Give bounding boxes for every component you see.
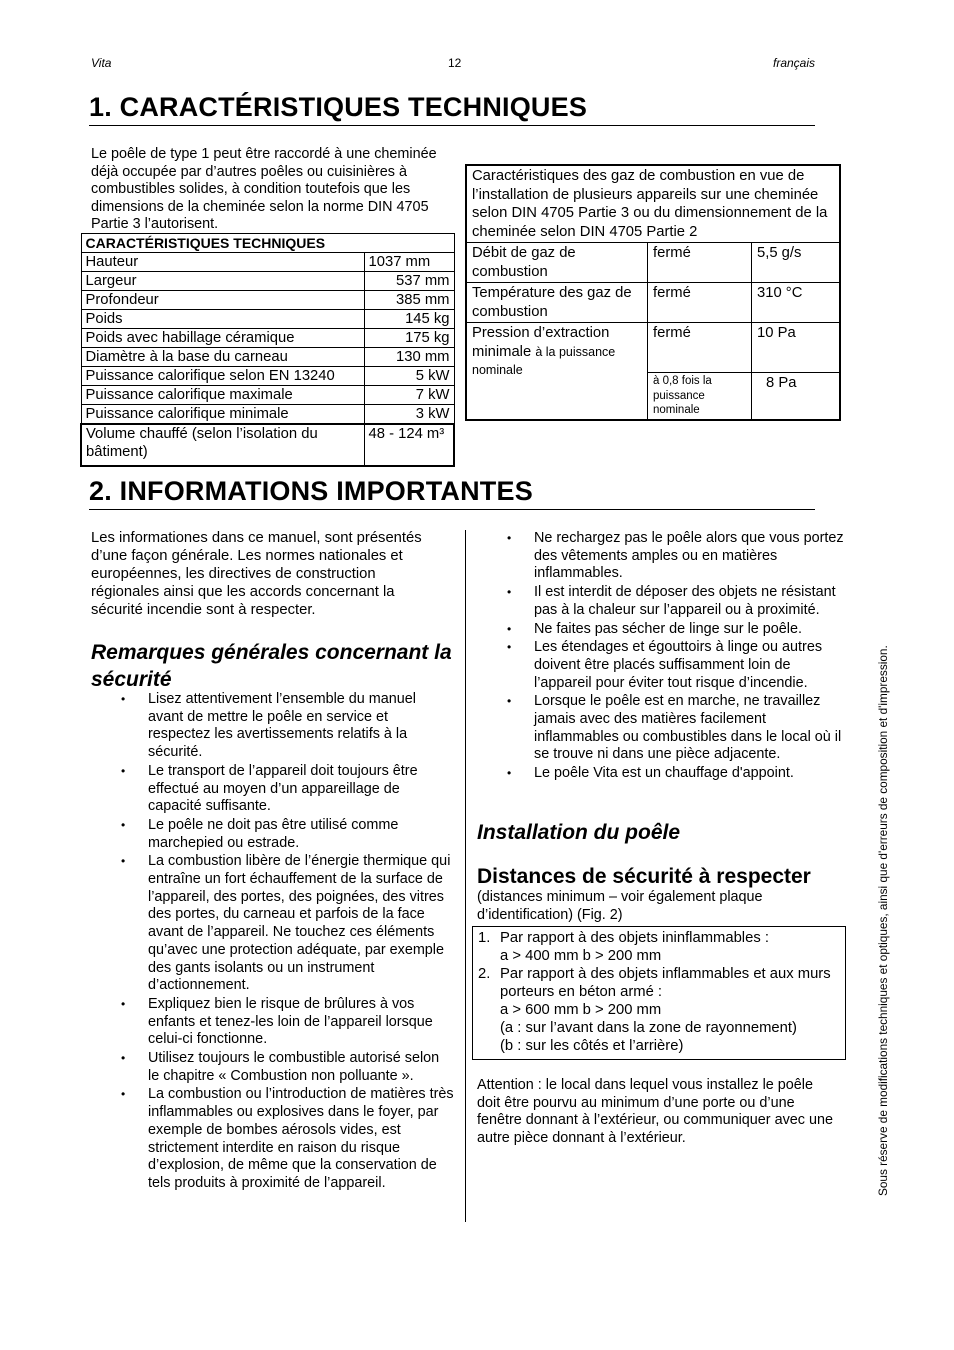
install-heading: Installation du poêle xyxy=(477,821,681,844)
section2-title: 2. INFORMATIONS IMPORTANTES xyxy=(89,476,815,510)
distances-note: (distances minimum – voir également plaque d’identification) (Fig. 2) xyxy=(477,889,763,923)
spec-label: Poids avec habillage céramique xyxy=(81,329,364,348)
gas-table-header xyxy=(466,165,840,243)
gas-label: Température des gaz de combustion xyxy=(466,283,648,323)
gas-value: 10 Pa xyxy=(752,323,841,373)
spec-value: 385 mm xyxy=(364,291,454,310)
table-row xyxy=(81,329,454,348)
pressure-label xyxy=(466,323,648,420)
spec-label: Puissance calorifique maximale xyxy=(81,386,364,405)
attention-note: Attention : le local dans lequel vous installez le poêle doit être pourvu au minimum d’une porte ou d’une fenêtre donnant à l’extérieur, ou communiquer avec une autre pièce donnant à l’extérieur. xyxy=(477,1077,833,1146)
list-item: • Le poêle ne doit pas être utilisé comme marchepied ou estrade. xyxy=(148,817,454,852)
gas-state: fermé xyxy=(648,283,752,323)
list-item: • La combustion libère de l’énergie thermique qui entraîne un fort échauffement de la surface de l’appareil, des portes, des poignées, des vitres des portes, du carneau et parfois de la face avant de l’appareil. Ne touchez ces éléments qu’avec une protection adéquate, par exemple des gants isolants ou un instrument d’actionnement. xyxy=(148,853,454,995)
table-row xyxy=(81,253,454,272)
gas-value: 5,5 g/s xyxy=(752,243,841,283)
spec-value: 7 kW xyxy=(364,386,454,405)
distance-item-number: 2. xyxy=(478,966,491,982)
gas-table-title: Caractéristiques des gaz de combustion en vue de l’installation de plusieurs appareils sur une cheminée selon DIN 4705 Partie 3 ou du dimensionnement de la cheminée selon DIN 4705 Partie 2 xyxy=(466,165,840,243)
list-item: • Le poêle Vita est un chauffage d'appoint. xyxy=(534,765,844,783)
safety-list-left xyxy=(148,691,454,1194)
spec-label: Puissance calorifique selon EN 13240 xyxy=(81,367,364,386)
header-right: français xyxy=(773,56,816,70)
list-item: • Le transport de l’appareil doit toujours être effectué au moyen d’un appareillage de capacité suffisante. xyxy=(148,763,454,816)
distance-item-number: 1. xyxy=(478,930,491,946)
list-item: • Utilisez toujours le combustible autorisé selon le chapitre « Combustion non polluante ». xyxy=(148,1050,454,1085)
table-row xyxy=(81,386,454,405)
table-row xyxy=(81,310,454,329)
safety-list-right xyxy=(534,530,844,784)
table-row xyxy=(81,424,454,466)
gas-state: fermé xyxy=(648,323,752,373)
spec-label: Poids xyxy=(81,310,364,329)
list-item: • Ne rechargez pas le poêle alors que vous portez des vêtements amples ou en matières inflammables. xyxy=(534,530,844,583)
pressure-label-small: à la puissance nominale xyxy=(472,344,616,377)
table-row xyxy=(81,405,454,425)
spec-label: Profondeur xyxy=(81,291,364,310)
table-row xyxy=(466,283,840,323)
table-row xyxy=(81,348,454,367)
table-row xyxy=(466,243,840,283)
safety-heading: Remarques générales concernant la sécurité xyxy=(91,641,452,691)
spec-value: 130 mm xyxy=(364,348,454,367)
pressure-label-main: Pression d’extraction minimale xyxy=(472,325,610,360)
spec-value: 145 kg xyxy=(364,310,454,329)
distance-item-values: a > 400 mm b > 200 mm xyxy=(500,948,662,964)
distance-item-values: a > 600 mm b > 200 mm xyxy=(500,1002,662,1018)
distance-item-2 xyxy=(500,965,840,1055)
spec-label: Hauteur xyxy=(81,253,364,272)
distances-heading: Distances de sécurité à respecter xyxy=(477,865,811,888)
distance-item-1 xyxy=(500,929,840,965)
gas-label: Débit de gaz de combustion xyxy=(466,243,648,283)
spec-label: Puissance calorifique minimale xyxy=(81,405,364,425)
list-item: • Lorsque le poêle est en marche, ne travaillez jamais avec des matières facilement inflammables ou combustibles dans le local où il se trouve ni dans une pièce adjacente. xyxy=(534,693,844,764)
table-row xyxy=(81,291,454,310)
tech-spec-table xyxy=(80,233,455,467)
header-left: Vita xyxy=(91,56,112,70)
distance-item-text: Par rapport à des objets inflammables et aux murs porteurs en béton armé : xyxy=(500,966,831,1000)
list-item: • Il est interdit de déposer des objets ne résistant pas à la chaleur sur l’appareil ou à proximité. xyxy=(534,584,844,619)
tech-spec-title: CARACTÉRISTIQUES TECHNIQUES xyxy=(81,234,454,253)
spec-value: 537 mm xyxy=(364,272,454,291)
spec-value: 3 kW xyxy=(364,405,454,425)
table-row xyxy=(81,272,454,291)
column-divider xyxy=(465,530,466,1222)
spec-value: 1037 mm xyxy=(364,253,454,272)
section2-intro: Les informationes dans ce manuel, sont présentés d’une façon générale. Les normes nationales et européennes, les directives de construction régionales ainsi que les accords concernant la sécurité incendie sont à respecter. xyxy=(91,530,422,618)
spec-value: 48 - 124 m³ xyxy=(364,424,454,466)
list-item: • Expliquez bien le risque de brûlures à vos enfants et tenez-les loin de l’appareil lorsque celui-ci fonctionne. xyxy=(148,996,454,1049)
gas-sub-value: 8 Pa xyxy=(752,373,841,420)
gas-table xyxy=(465,164,841,421)
page-number: 12 xyxy=(448,56,462,70)
list-item: • Lisez attentivement l’ensemble du manuel avant de mettre le poêle en service et respectez les avertissements relatifs à la sécurité. xyxy=(148,691,454,762)
distance-item-note: (a : sur l’avant dans la zone de rayonnement) xyxy=(500,1020,797,1036)
list-item: • Ne faites pas sécher de linge sur le poêle. xyxy=(534,621,844,639)
list-item: • La combustion ou l’introduction de matières très inflammables ou explosives dans le foyer, par exemple de bombes aérosols vides, est strictement interdite en raison du risque d’explosion, de même que la conservation de tels produits à proximité de l’appareil. xyxy=(148,1086,454,1192)
gas-state: fermé xyxy=(648,243,752,283)
spec-label: Volume chauffé (selon l’isolation du bâtiment) xyxy=(81,424,364,466)
distances-box xyxy=(472,926,846,1060)
list-item: • Les étendages et égouttoirs à linge ou autres doivent être placés suffisamment loin de l’appareil pour éviter tout risque d’incendie. xyxy=(534,639,844,692)
side-note: Sous réserve de modifications techniques et optiques, ainsi que d'erreurs de composition et d'impression. xyxy=(876,645,890,1196)
spec-label: Largeur xyxy=(81,272,364,291)
distance-item-note: (b : sur les côtés et l’arrière) xyxy=(500,1038,684,1054)
table-row xyxy=(466,323,840,373)
spec-value: 5 kW xyxy=(364,367,454,386)
section1-title: 1. CARACTÉRISTIQUES TECHNIQUES xyxy=(89,92,815,126)
section1-intro: Le poêle de type 1 peut être raccordé à une cheminée déjà occupée par d’autres poêles ou cuisinières à combustibles solides, à condition toutefois que les dimensions de la cheminée selon la norme DIN 4705 Partie 3 l’autorisent. xyxy=(91,146,437,233)
tech-spec-header xyxy=(81,234,454,253)
spec-value: 175 kg xyxy=(364,329,454,348)
table-row xyxy=(81,367,454,386)
spec-label: Diamètre à la base du carneau xyxy=(81,348,364,367)
gas-value: 310 °C xyxy=(752,283,841,323)
gas-sub-state: à 0,8 fois la puissance nominale xyxy=(648,373,752,420)
distance-item-text: Par rapport à des objets ininflammables : xyxy=(500,930,769,946)
